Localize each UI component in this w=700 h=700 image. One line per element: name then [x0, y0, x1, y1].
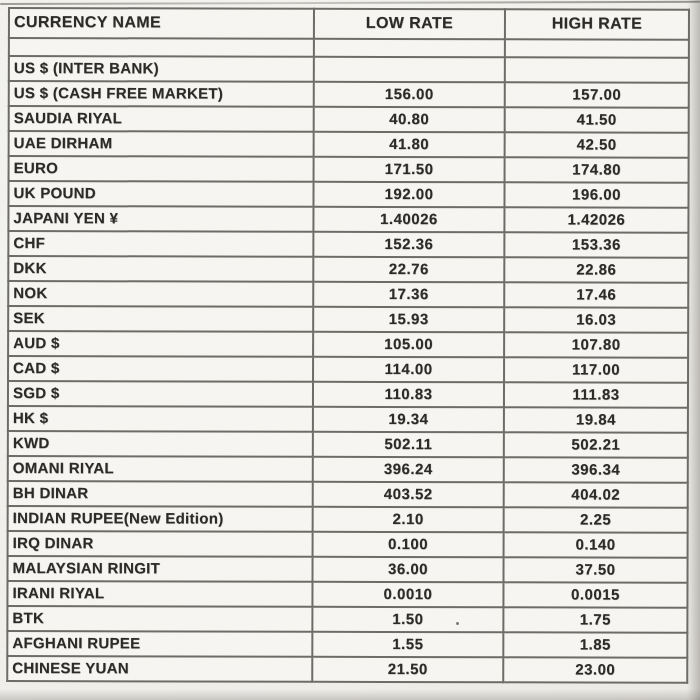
high-rate-cell: 111.83 [504, 382, 688, 407]
low-rate-cell: 2.10 [313, 507, 504, 532]
low-rate-cell: 502.11 [313, 432, 504, 457]
table-row [7, 631, 687, 658]
table-body [7, 38, 689, 683]
high-rate-cell: 117.00 [504, 357, 688, 382]
table-row [9, 131, 689, 158]
low-rate-cell: 192.00 [313, 182, 504, 207]
table-row [8, 506, 688, 533]
currency-name-cell: SAUDIA RIYAL [9, 106, 314, 132]
table-row [8, 281, 688, 308]
table-row [9, 56, 689, 83]
high-rate-cell: 16.03 [504, 307, 688, 332]
table-row [9, 156, 689, 183]
scan-artifact-line [0, 1, 700, 5]
currency-name-cell: US $ (INTER BANK) [9, 56, 314, 82]
high-rate-cell: 42.50 [505, 132, 689, 157]
currency-name-cell [9, 38, 314, 57]
table-row [7, 656, 687, 683]
table-row [8, 206, 688, 233]
high-rate-cell: 1.42026 [504, 207, 688, 232]
high-rate-cell: 2.25 [504, 507, 688, 532]
table-row [8, 356, 688, 383]
low-rate-cell: 1.55 [312, 632, 503, 657]
high-rate-cell [505, 39, 689, 57]
high-rate-cell: 0.0015 [503, 582, 687, 607]
low-rate-cell: 40.80 [314, 107, 505, 132]
low-rate-cell: 41.80 [314, 132, 505, 157]
high-rate-cell: 404.02 [504, 482, 688, 507]
low-rate-cell: 21.50 [312, 657, 503, 682]
currency-name-cell: SGD $ [8, 381, 313, 407]
high-rate-cell: 396.34 [504, 457, 688, 482]
table-row [8, 256, 688, 283]
currency-rates-table [6, 7, 690, 684]
currency-name-cell: BTK [7, 606, 312, 632]
currency-name-cell: INDIAN RUPEE(New Edition) [8, 506, 313, 532]
low-rate-cell: 22.76 [313, 257, 504, 282]
low-rate-cell: 110.83 [313, 382, 504, 407]
low-rate-cell: 156.00 [314, 82, 505, 107]
high-rate-cell: 157.00 [505, 82, 689, 107]
table-row [7, 556, 687, 583]
high-rate-cell: 174.80 [505, 157, 689, 182]
high-rate-cell: 41.50 [505, 107, 689, 132]
table-row [8, 431, 688, 458]
currency-name-cell: BH DINAR [8, 481, 313, 507]
low-rate-cell: 152.36 [313, 232, 504, 257]
table-row [9, 81, 689, 108]
paper-edge-shadow-bottom [0, 689, 700, 700]
table-row [9, 38, 689, 58]
low-rate-cell [314, 57, 505, 82]
table-row [8, 381, 688, 408]
low-rate-cell [314, 39, 505, 57]
high-rate-cell: 37.50 [503, 557, 687, 582]
high-rate-cell: 196.00 [504, 182, 688, 207]
table-row [8, 531, 688, 558]
header-row [9, 8, 689, 40]
low-rate-cell: 171.50 [314, 157, 505, 182]
high-rate-cell: 107.80 [504, 332, 688, 357]
currency-name-cell: EURO [9, 156, 314, 182]
low-rate-cell: 1.50 [312, 607, 503, 632]
high-rate-cell: 17.46 [504, 282, 688, 307]
low-rate-cell: 1.40026 [313, 207, 504, 232]
currency-name-cell: UK POUND [8, 181, 313, 207]
high-rate-cell: 1.85 [503, 632, 687, 657]
scan-speck [456, 622, 459, 625]
low-rate-cell: 0.100 [313, 532, 504, 557]
low-rate-cell: 114.00 [313, 357, 504, 382]
column-header-low-rate: LOW RATE [314, 9, 505, 39]
table-row [7, 581, 687, 608]
table-row [8, 306, 688, 333]
currency-name-cell: AFGHANI RUPEE [7, 631, 312, 657]
currency-name-cell: MALAYSIAN RINGIT [7, 556, 312, 582]
high-rate-cell: 502.21 [504, 432, 688, 457]
low-rate-cell: 17.36 [313, 282, 504, 307]
currency-name-cell: CHF [8, 231, 313, 257]
currency-name-cell: HK $ [8, 406, 313, 432]
low-rate-cell: 396.24 [313, 457, 504, 482]
currency-name-cell: DKK [8, 256, 313, 282]
high-rate-cell: 1.75 [503, 607, 687, 632]
table-row [8, 181, 688, 208]
high-rate-cell [505, 57, 689, 82]
low-rate-cell: 19.34 [313, 407, 504, 432]
currency-name-cell: JAPANI YEN ¥ [8, 206, 313, 232]
table-row [7, 606, 687, 633]
currency-name-cell: OMANI RIYAL [8, 456, 313, 482]
high-rate-cell: 0.140 [504, 532, 688, 557]
currency-name-cell: SEK [8, 306, 313, 332]
high-rate-cell: 22.86 [504, 257, 688, 282]
low-rate-cell: 105.00 [313, 332, 504, 357]
high-rate-cell: 19.84 [504, 407, 688, 432]
high-rate-cell: 153.36 [504, 232, 688, 257]
table-row [8, 481, 688, 508]
low-rate-cell: 36.00 [312, 557, 503, 583]
table-row [8, 331, 688, 358]
low-rate-cell: 403.52 [313, 482, 504, 507]
currency-name-cell: AUD $ [8, 331, 313, 357]
currency-name-cell: UAE DIRHAM [9, 131, 314, 157]
currency-name-cell: IRQ DINAR [8, 531, 313, 557]
table-row [8, 406, 688, 433]
low-rate-cell: 15.93 [313, 307, 504, 332]
column-header-currency-name: CURRENCY NAME [9, 8, 314, 39]
table-row [8, 456, 688, 483]
currency-name-cell: US $ (CASH FREE MARKET) [9, 81, 314, 107]
table-row [8, 231, 688, 258]
currency-name-cell: CHINESE YUAN [7, 656, 312, 682]
currency-name-cell: CAD $ [8, 356, 313, 382]
high-rate-cell: 23.00 [503, 657, 687, 682]
low-rate-cell: 0.0010 [312, 582, 503, 607]
column-header-high-rate: HIGH RATE [505, 9, 689, 39]
currency-name-cell: IRANI RIYAL [7, 581, 312, 607]
currency-name-cell: KWD [8, 431, 313, 457]
table-row [9, 106, 689, 133]
currency-name-cell: NOK [8, 281, 313, 307]
